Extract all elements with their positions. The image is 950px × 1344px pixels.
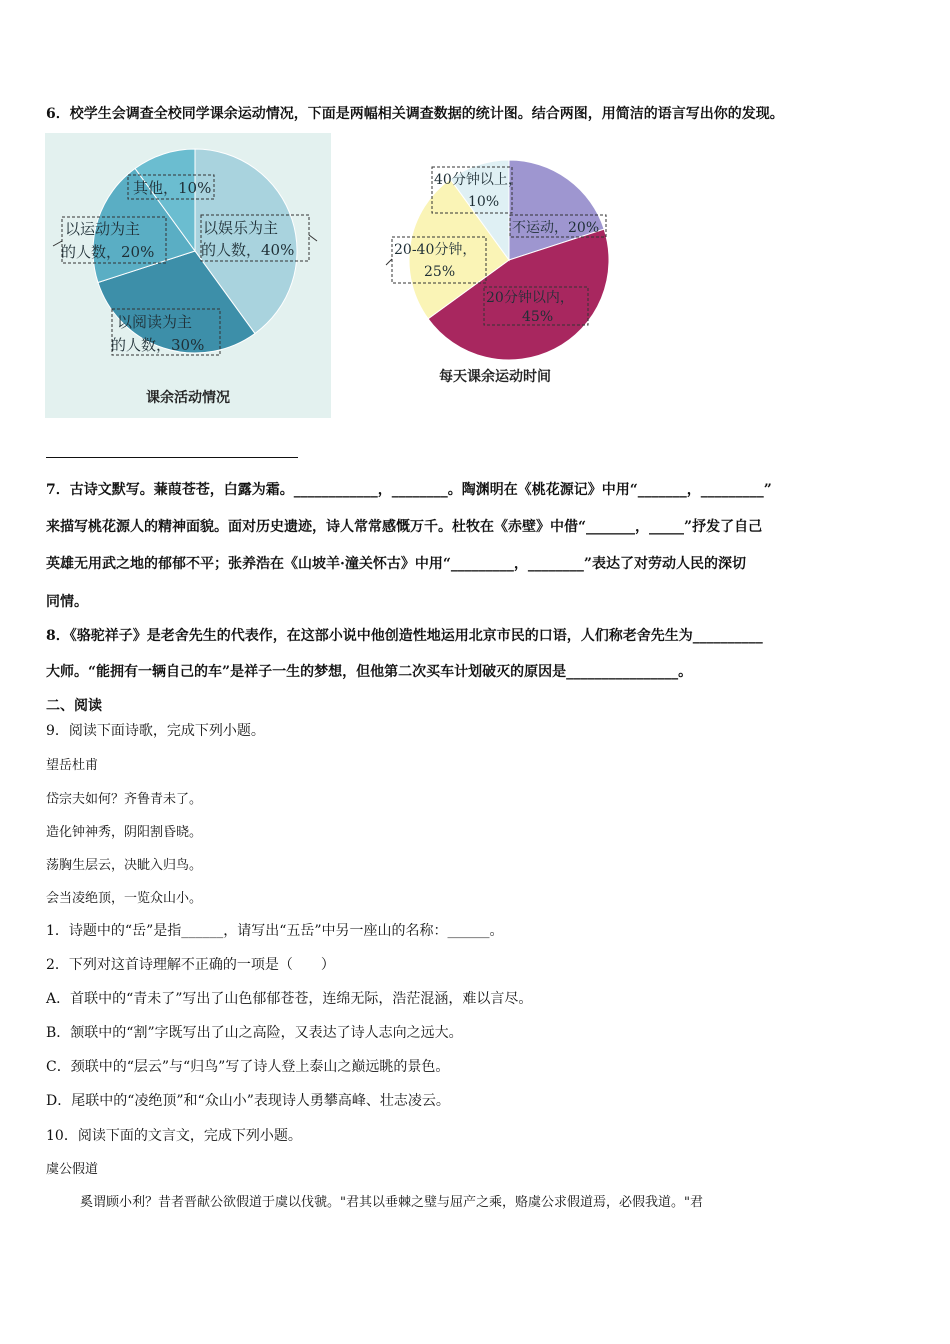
q8-line1: 8．《骆驼祥子》是老舍先生的代表作，在这部小说中他创造性地运用北京市民的口语，人们称老舍先生为__________: [46, 628, 763, 644]
q9-sub1: 1．诗题中的“岳”是指______，请写出“五岳”中另一座山的名称：______。: [46, 923, 504, 939]
q8-line2: 大师。“能拥有一辆自己的车”是祥子一生的梦想，但他第二次买车计划破灭的原因是________________。: [46, 664, 693, 680]
pie1-label-read-1: 以阅读为主: [117, 313, 193, 331]
q10-intro: 10．阅读下面的文言文，完成下列小题。: [46, 1128, 302, 1144]
pie-chart-activity: [45, 133, 331, 418]
poem-line: 造化钟神秀，阴阳割昏晓。: [46, 825, 203, 840]
q7-line1: 7．古诗文默写。蒹葭苍苍，白露为霜。____________，________。陶渊明在《桃花源记》中用“_______，_________”: [46, 482, 772, 498]
chart-activity: [45, 133, 331, 418]
pie2-label-40plus-1: 40分钟以上，: [434, 172, 522, 188]
pie2-title: 每天课余运动时间: [439, 369, 551, 385]
option-a: A．首联中的“青未了”写出了山色郁郁苍苍，连绵无际，浩茫混涵，难以言尽。: [46, 991, 533, 1007]
option-b: B．颔联中的“割”字既写出了山之高险，又表达了诗人志向之远大。: [46, 1025, 463, 1041]
q7-line2: 来描写桃花源人的精神面貌。面对历史遗迹，诗人常常感慨万千。杜牧在《赤壁》中借“_______，_____”抒发了自己: [46, 519, 763, 535]
section-heading: 二、阅读: [46, 698, 102, 714]
pie1-leader-right: [309, 235, 317, 241]
option-c: C．颈联中的“层云”与“归鸟”写了诗人登上泰山之巅远眺的景色。: [46, 1059, 450, 1075]
pie1-label-sport-2: 的人数，20%: [61, 243, 155, 261]
pie2-label-40plus-2: 10%: [468, 194, 500, 210]
pie2-label-20in-2: 45%: [522, 309, 554, 325]
option-d: D．尾联中的“凌绝顶”和“众山小”表现诗人勇攀高峰、壮志凌云。: [46, 1093, 450, 1109]
q6-text: 6．校学生会调查全校同学课余运动情况，下面是两幅相关调查数据的统计图。结合两图，用简洁的语言写出你的发现。: [46, 106, 784, 122]
pie1-title: 课余活动情况: [146, 390, 230, 406]
pie1-label-sport-1: 以运动为主: [65, 220, 141, 238]
pie1-label-read-2: 的人数，30%: [111, 336, 205, 354]
pie2-slices: [409, 160, 609, 360]
q10-title: 虞公假道: [46, 1162, 99, 1177]
poem-line: 岱宗夫如何？齐鲁青未了。: [46, 792, 203, 807]
pie2-label-20-40-2: 25%: [424, 264, 456, 280]
chart-exercise-time: [380, 145, 620, 395]
poem-line: 荡胸生层云，决眦入归鸟。: [46, 858, 203, 873]
pie1-label-ent-1: 以娱乐为主: [203, 219, 279, 237]
answer-blank-line: [46, 457, 298, 458]
pie2-label-none: 不运动，20%: [512, 220, 600, 236]
q7-line4: 同情。: [46, 594, 88, 610]
q9-intro: 9．阅读下面诗歌，完成下列小题。: [46, 723, 265, 739]
q10-para: 奚谓顾小利？昔者晋献公欲假道于虞以伐虢。"君其以垂棘之璧与屈产之乘，赂虞公求假道焉，必假我道。"君: [80, 1195, 703, 1210]
poem-line: 会当凌绝顶，一览众山小。: [46, 891, 203, 906]
q9-sub2: 2．下列对这首诗理解不正确的一项是（ ）: [46, 957, 335, 973]
pie-chart-exercise: [380, 145, 620, 395]
poem-title: 望岳杜甫: [46, 758, 99, 773]
q7-line3: 英雄无用武之地的郁郁不平；张养浩在《山坡羊·潼关怀古》中用“_________，________”表达了对劳动人民的深切: [46, 556, 746, 572]
pie1-label-other: 其他，10%: [133, 179, 212, 197]
pie2-label-20in-1: 20分钟以内，: [486, 290, 574, 306]
pie1-label-ent-2: 的人数，40%: [201, 241, 295, 259]
pie2-leader-left: [386, 259, 392, 265]
pie2-label-20-40-1: 20-40分钟，: [394, 242, 477, 258]
